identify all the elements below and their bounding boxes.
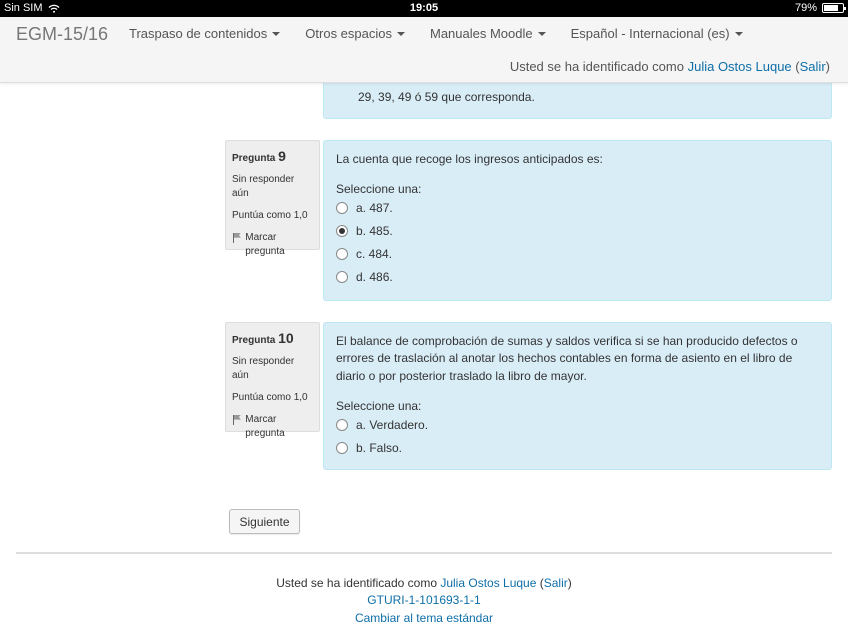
- answer-label[interactable]: a. 487.: [356, 200, 393, 215]
- question-text: La cuenta que recoge los ingresos anticipados es:: [336, 152, 603, 166]
- login-info: [510, 59, 830, 74]
- paren-close: ): [567, 576, 572, 590]
- answer-radio[interactable]: [336, 248, 348, 260]
- page-footer: [0, 575, 848, 627]
- nav-item-label: Otros espacios: [305, 26, 392, 41]
- site-brand[interactable]: EGM-15/16: [16, 24, 109, 44]
- answer-option[interactable]: [336, 413, 819, 436]
- nav-menu: [129, 26, 743, 41]
- nav-item-manuales[interactable]: [430, 26, 546, 41]
- battery-level: [824, 5, 838, 11]
- question-number: [232, 147, 313, 167]
- nav-item-language[interactable]: [571, 26, 743, 41]
- question-grade: Puntúa como 1,0: [232, 209, 308, 221]
- nav-item-label: Español - Internacional (es): [570, 26, 730, 41]
- user-profile-link[interactable]: Julia Ostos Luque: [687, 59, 792, 74]
- answer-radio[interactable]: [336, 202, 348, 214]
- nav-item-label: Manuales Moodle: [429, 26, 533, 41]
- answer-prompt: Seleccione una:: [336, 399, 422, 414]
- navbar: [0, 17, 848, 83]
- login-prefix: Usted se ha identificado como: [276, 576, 437, 590]
- question-formulation: [323, 322, 832, 470]
- paren-open: (: [539, 576, 544, 590]
- flag-icon: [232, 415, 241, 425]
- previous-question-text: 29, 39, 49 ó 59 que corresponda.: [358, 90, 535, 104]
- status-bar: [0, 0, 848, 17]
- question-number: [232, 329, 313, 349]
- question-info: [225, 140, 320, 257]
- answer-option[interactable]: [336, 265, 819, 288]
- answer-label[interactable]: b. 485.: [356, 223, 393, 238]
- flag-label: Marcar pregunta: [245, 413, 285, 439]
- caret-down-icon: [538, 32, 546, 36]
- user-profile-link[interactable]: Julia Ostos Luque: [440, 576, 537, 590]
- login-prefix: Usted se ha identificado como: [509, 59, 684, 74]
- paren-close: ): [825, 59, 830, 74]
- change-theme-link[interactable]: Cambiar al tema estándar: [354, 610, 494, 625]
- caret-down-icon: [735, 32, 743, 36]
- logout-link[interactable]: Salir: [799, 59, 826, 74]
- answer-label[interactable]: c. 484.: [356, 246, 393, 261]
- question-formulation: [323, 140, 832, 301]
- answer-option[interactable]: [336, 196, 819, 219]
- answer-option[interactable]: [336, 242, 819, 265]
- carrier-label: Sin SIM: [4, 2, 43, 14]
- nav-item-label: Traspaso de contenidos: [129, 26, 268, 41]
- flag-icon: [232, 233, 241, 243]
- caret-down-icon: [397, 32, 405, 36]
- answer-radio-selected[interactable]: [336, 225, 348, 237]
- answer-radio[interactable]: [336, 442, 348, 454]
- battery-percent: 79%: [794, 2, 817, 14]
- flag-question-toggle[interactable]: [232, 413, 313, 441]
- answer-label[interactable]: b. Falso.: [356, 440, 403, 455]
- nav-item-traspaso[interactable]: [129, 26, 280, 41]
- answer-option[interactable]: [336, 436, 819, 459]
- flag-label: Marcar pregunta: [245, 231, 285, 257]
- clock: 19:05: [409, 2, 439, 14]
- answer-label[interactable]: a. Verdadero.: [356, 417, 429, 432]
- footer-divider: [16, 552, 832, 554]
- question-label: Pregunta: [232, 153, 276, 164]
- course-code-link[interactable]: GTURI-1-101693-1-1: [367, 593, 481, 608]
- question-label: Pregunta: [232, 335, 276, 346]
- answer-radio[interactable]: [336, 419, 348, 431]
- nav-item-otros-espacios[interactable]: [305, 26, 405, 41]
- flag-question-toggle[interactable]: [232, 231, 313, 259]
- caret-down-icon: [272, 32, 280, 36]
- next-page-button[interactable]: Siguiente: [229, 509, 300, 534]
- question-text: El balance de comprobación de sumas y saldos verifica si se han producido defectos o errores de traslación al anotar los hechos contables en forma de asiento en el libro de diario o por posterior traslado la libro de mayor.: [336, 334, 798, 383]
- answer-option[interactable]: [336, 219, 819, 242]
- footer-login-info: [0, 575, 848, 592]
- question-number-value: 10: [278, 330, 294, 346]
- answer-prompt: Seleccione una:: [336, 182, 422, 197]
- question-grade: Puntúa como 1,0: [232, 391, 308, 403]
- answer-label[interactable]: d. 486.: [356, 269, 393, 284]
- question-info: [225, 322, 320, 439]
- question-state: Sin responder aún: [232, 173, 295, 199]
- question-number-value: 9: [278, 148, 286, 164]
- answer-radio[interactable]: [336, 271, 348, 283]
- battery-icon: [822, 3, 844, 13]
- question-state: Sin responder aún: [232, 355, 295, 381]
- logout-link[interactable]: Salir: [543, 576, 568, 590]
- paren-open: (: [795, 59, 800, 74]
